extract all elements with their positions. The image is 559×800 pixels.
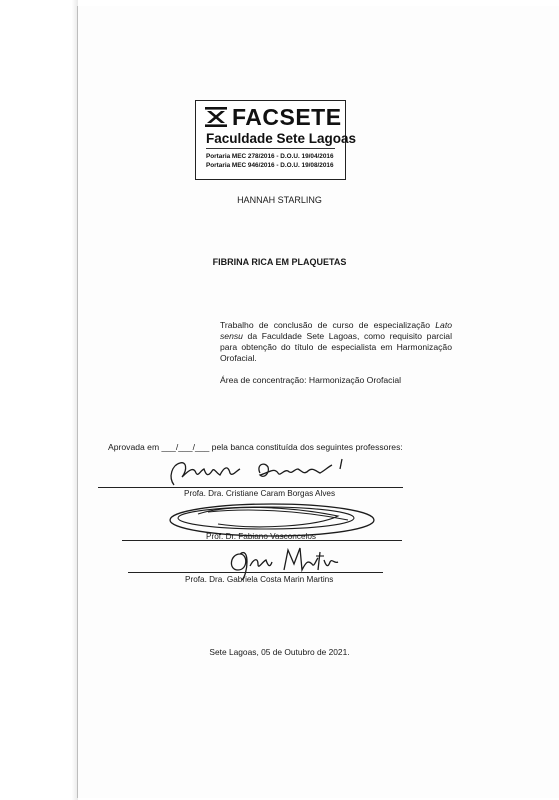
logo-portaria-2: Portaria MEC 946/2016 - D.O.U. 19/08/2016 xyxy=(206,162,334,169)
examiner-name-1: Profa. Dra. Cristiane Caram Borgas Alves xyxy=(184,489,336,498)
signature-1 xyxy=(160,455,350,489)
signature-line-1 xyxy=(98,487,403,488)
logo-divider xyxy=(206,148,335,149)
logo-portaria-1: Portaria MEC 278/2016 - D.O.U. 19/04/2016 xyxy=(206,153,334,160)
examiner-name-3: Profa. Dra. Gabriela Costa Marin Martins xyxy=(185,575,334,584)
concentration-area: Área de concentração: Harmonização Orofacial xyxy=(220,375,402,385)
scan-left-margin xyxy=(0,0,78,800)
logo-brand: FACSETE xyxy=(232,104,342,130)
approval-statement: Aprovada em ___/___/___ pela banca constituída dos seguintes professores: xyxy=(108,442,403,452)
signature-line-3 xyxy=(128,572,383,573)
purpose-italic: Lato sensu xyxy=(220,320,452,341)
logo-subtitle: Faculdade Sete Lagoas xyxy=(206,131,357,146)
author-name: HANNAH STARLING xyxy=(237,195,322,205)
purpose-text-2: da Faculdade Sete Lagoas, como requisito parcial para obtenção do título de especialista em Harmonização Orofacial. xyxy=(220,331,452,363)
examiner-name-2: Prof. Dr. Fabiano Vasconcelos xyxy=(206,532,316,541)
purpose-paragraph xyxy=(220,320,452,364)
facsete-logo xyxy=(195,100,357,180)
city-date: Sete Lagoas, 05 de Outubro de 2021. xyxy=(209,647,350,657)
purpose-text-1: Trabalho de conclusão de curso de especialização xyxy=(220,320,436,330)
facsete-logo-icon xyxy=(204,105,228,129)
thesis-title: FIBRINA RICA EM PLAQUETAS xyxy=(212,257,347,267)
